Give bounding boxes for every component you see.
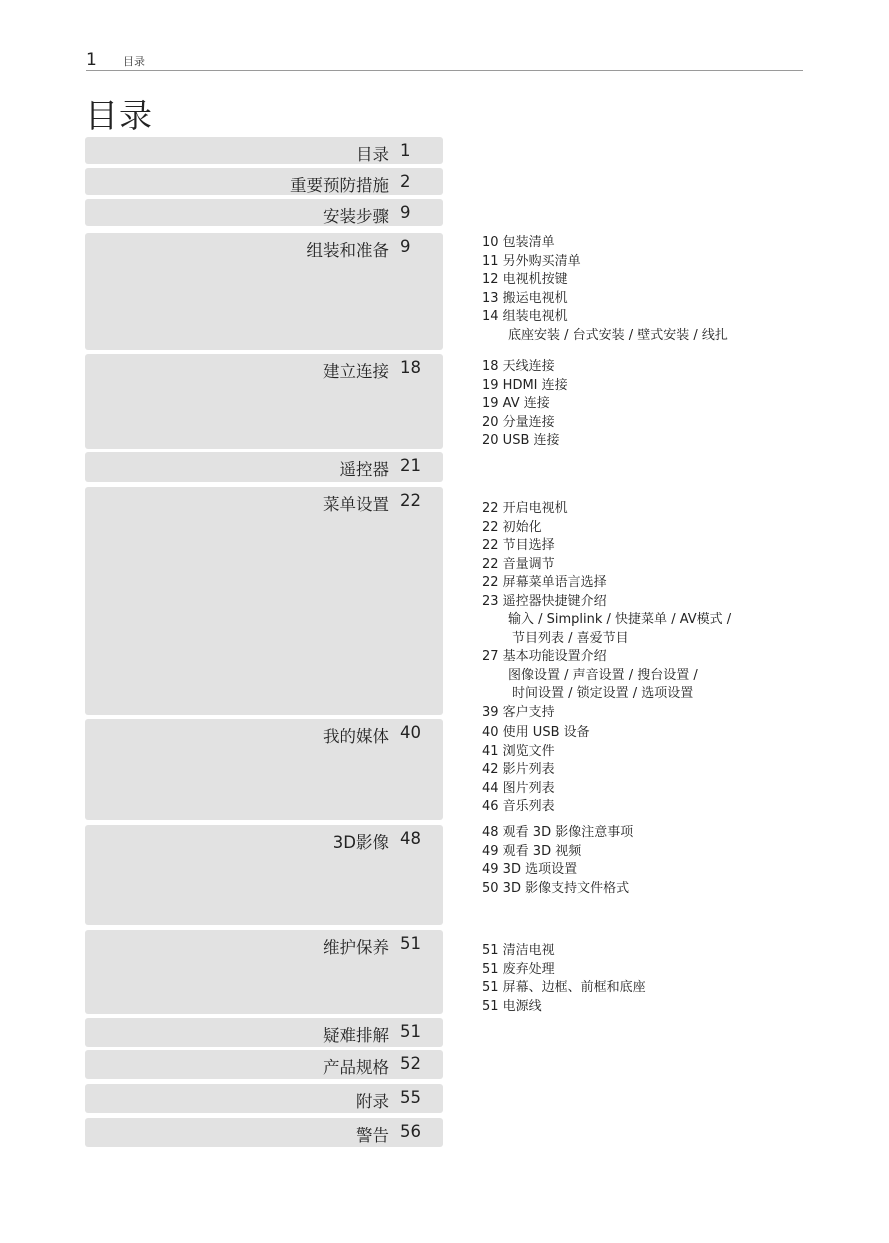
toc-entry-page: 48 bbox=[400, 829, 421, 848]
toc-subsection-item[interactable]: 44 图片列表 bbox=[482, 780, 555, 796]
toc-subsection-item[interactable]: 49 3D 选项设置 bbox=[482, 862, 578, 877]
toc-subsection-item[interactable]: 19 HDMI 连接 bbox=[482, 377, 568, 393]
toc-entry[interactable] bbox=[85, 452, 443, 482]
toc-subsection-item[interactable]: 10 包装清单 bbox=[482, 235, 555, 250]
toc-entry-label: 目录 bbox=[356, 145, 389, 164]
toc-subsection-item[interactable]: 20 USB 连接 bbox=[482, 433, 560, 448]
toc-entry-label: 附录 bbox=[356, 1092, 389, 1111]
toc-subsection-item[interactable]: 42 影片列表 bbox=[482, 762, 555, 777]
toc-entry[interactable] bbox=[85, 487, 443, 715]
toc-entry-label: 维护保养 bbox=[323, 938, 389, 957]
toc-subsection-item[interactable]: 39 客户支持 bbox=[482, 704, 555, 720]
toc-subsection-item[interactable]: 41 浏览文件 bbox=[482, 743, 555, 759]
toc-entry-label: 重要预防措施 bbox=[290, 176, 389, 195]
toc-entry-label: 我的媒体 bbox=[323, 727, 389, 746]
toc-subsection-item[interactable]: 11 另外购买清单 bbox=[482, 253, 581, 269]
toc-subsection-item[interactable]: 13 搬运电视机 bbox=[482, 290, 568, 306]
toc-entry-page: 56 bbox=[400, 1122, 421, 1141]
toc-entry-label: 建立连接 bbox=[323, 362, 389, 381]
toc-entry-label: 遥控器 bbox=[339, 460, 389, 479]
toc-entry[interactable] bbox=[85, 1050, 443, 1079]
toc-entry[interactable] bbox=[85, 1118, 443, 1147]
toc-subsection-item[interactable]: 18 天线连接 bbox=[482, 359, 555, 374]
toc-subsection-item[interactable]: 40 使用 USB 设备 bbox=[482, 725, 590, 740]
toc-subsection-item[interactable]: 50 3D 影像支持文件格式 bbox=[482, 880, 630, 896]
toc-subsection-item[interactable]: 22 开启电视机 bbox=[482, 501, 568, 516]
toc-entry[interactable] bbox=[85, 719, 443, 820]
toc-subsection-detail: 图像设置 / 声音设置 / 搜台设置 / bbox=[508, 667, 698, 683]
toc-subsection-item[interactable]: 22 音量调节 bbox=[482, 556, 555, 572]
toc-subsection-item[interactable]: 20 分量连接 bbox=[482, 414, 555, 430]
toc-entry[interactable] bbox=[85, 233, 443, 350]
toc-entry-label: 警告 bbox=[356, 1126, 389, 1145]
toc-subsection-item[interactable]: 12 电视机按键 bbox=[482, 272, 568, 287]
toc-entry-page: 51 bbox=[400, 1022, 421, 1041]
toc-entry[interactable] bbox=[85, 825, 443, 925]
toc-subsection-item[interactable]: 49 观看 3D 视频 bbox=[482, 843, 582, 859]
toc-subsection-detail: 输入 / Simplink / 快捷菜单 / AV模式 / bbox=[508, 612, 732, 627]
toc-entry-page: 55 bbox=[400, 1088, 421, 1107]
toc-subsection-list bbox=[482, 234, 822, 345]
toc-entry-page: 1 bbox=[400, 141, 411, 160]
toc-entry[interactable] bbox=[85, 168, 443, 195]
section-name: 目录 bbox=[123, 55, 145, 68]
toc-entry[interactable] bbox=[85, 930, 443, 1014]
toc-subsection-list bbox=[482, 942, 822, 1016]
toc-entry[interactable] bbox=[85, 1084, 443, 1113]
toc-entry-label: 3D影像 bbox=[332, 833, 389, 852]
toc-subsection-item[interactable]: 22 节目选择 bbox=[482, 538, 555, 553]
toc-subsection-item[interactable]: 46 音乐列表 bbox=[482, 799, 555, 814]
toc-subsection-item[interactable]: 19 AV 连接 bbox=[482, 396, 550, 411]
toc-entry-page: 22 bbox=[400, 491, 421, 510]
toc-subsection-item[interactable]: 22 初始化 bbox=[482, 519, 542, 535]
toc-entry[interactable] bbox=[85, 199, 443, 226]
toc-subsection-item[interactable]: 22 屏幕菜单语言选择 bbox=[482, 575, 607, 590]
toc-entry-label: 组装和准备 bbox=[306, 241, 389, 260]
toc-subsection-detail: 底座安装 / 台式安装 / 壁式安装 / 线扎 bbox=[508, 327, 728, 343]
page-number: 1 bbox=[86, 50, 97, 70]
toc-subsection-list bbox=[482, 500, 822, 722]
toc-subsection-item[interactable]: 51 屏幕、边框、前框和底座 bbox=[482, 980, 646, 995]
toc-entry-page: 51 bbox=[400, 934, 421, 953]
toc-entry-label: 安装步骤 bbox=[323, 207, 389, 226]
toc-subsection-list bbox=[482, 724, 822, 817]
toc-entry-label: 产品规格 bbox=[323, 1058, 389, 1077]
toc-entry-label: 疑难排解 bbox=[323, 1026, 389, 1045]
toc-entry-page: 52 bbox=[400, 1054, 421, 1073]
toc-subsection-item[interactable]: 48 观看 3D 影像注意事项 bbox=[482, 825, 634, 840]
page-header bbox=[86, 48, 803, 71]
toc-subsection-item[interactable]: 51 电源线 bbox=[482, 998, 542, 1014]
toc-subsection-item[interactable]: 23 遥控器快捷键介绍 bbox=[482, 593, 607, 609]
toc-entry-page: 40 bbox=[400, 723, 421, 742]
toc-entry[interactable] bbox=[85, 1018, 443, 1047]
toc-entry-label: 菜单设置 bbox=[323, 495, 389, 514]
toc-entry-page: 21 bbox=[400, 456, 421, 475]
toc-subsection-detail: 节目列表 / 喜爱节目 bbox=[512, 630, 629, 646]
toc-entry-page: 9 bbox=[400, 237, 411, 256]
toc-entry-page: 2 bbox=[400, 172, 411, 191]
toc-entry-page: 18 bbox=[400, 358, 421, 377]
toc-subsection-list bbox=[482, 358, 822, 451]
toc-subsection-item[interactable]: 14 组装电视机 bbox=[482, 309, 568, 324]
toc-subsection-list bbox=[482, 824, 822, 898]
toc-subsection-item[interactable]: 51 清洁电视 bbox=[482, 943, 555, 958]
toc-entry-page: 9 bbox=[400, 203, 411, 222]
toc-subsection-item[interactable]: 27 基本功能设置介绍 bbox=[482, 649, 607, 664]
page-title: 目录 bbox=[85, 96, 153, 135]
toc-subsection-detail: 时间设置 / 锁定设置 / 选项设置 bbox=[512, 686, 694, 701]
toc-subsection-item[interactable]: 51 废弃处理 bbox=[482, 961, 555, 977]
toc-entry[interactable] bbox=[85, 354, 443, 449]
toc-entry[interactable] bbox=[85, 137, 443, 164]
